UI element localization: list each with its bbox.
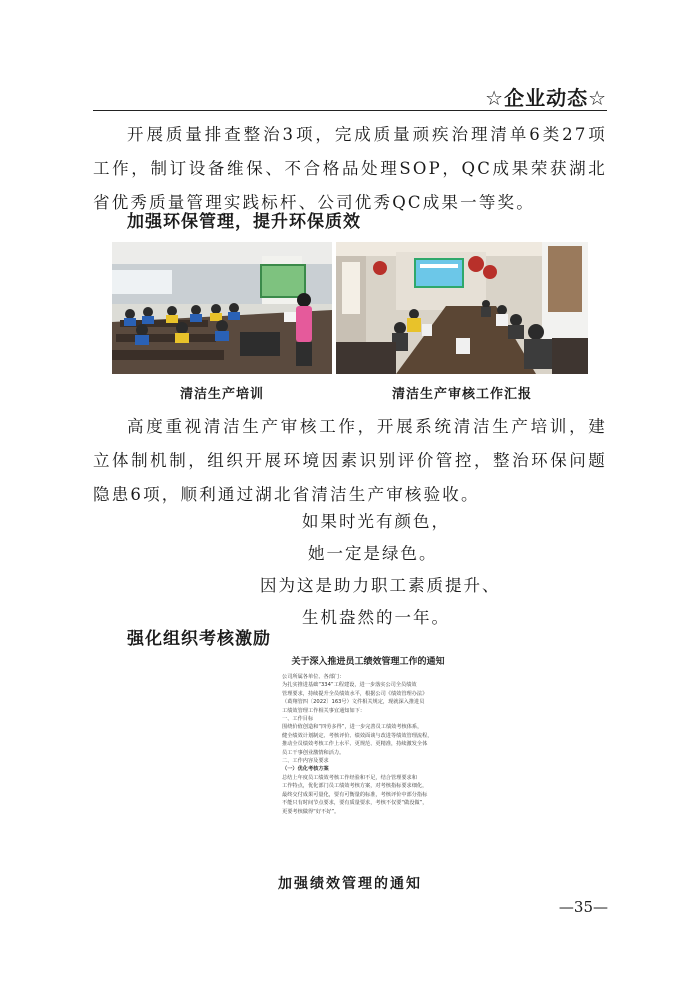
caption-meeting: 清洁生产审核工作汇报 bbox=[391, 387, 532, 402]
photo-meeting bbox=[336, 242, 588, 374]
paragraph-environment: 高度重视清洁生产审核工作，开展系统清洁生产培训，建立体制机制，组织开展环境因素识别评价管控，整治环保问题隐患6项，顺利通过湖北省清洁生产审核验收。 bbox=[93, 417, 607, 504]
notice-line: （葛翔管四〔2022〕163号）文件相关规定，现就深入推进员 bbox=[282, 699, 425, 706]
notice-title: 关于深入推进员工绩效管理工作的通知 bbox=[291, 657, 445, 667]
notice-line: 更要考核做得“好不好”。 bbox=[282, 808, 340, 815]
page-number: —35— bbox=[558, 898, 608, 916]
poem-line: 如果时光有颜色， bbox=[302, 512, 450, 531]
heading-environment: 加强环保管理，提升环保质效 bbox=[127, 212, 361, 232]
notice-line: 二、工作内容及要求 bbox=[282, 758, 329, 765]
notice-line: 公司所属各单位、各部门： bbox=[282, 674, 345, 680]
notice-line: （一）优化考核方案 bbox=[282, 766, 329, 773]
poem-line: 生机盎然的一年。 bbox=[302, 608, 450, 627]
poem bbox=[0, 506, 700, 634]
notice-line: 不能只有时间节点要求，要有质量要求，考核不仅要“做没做”， bbox=[282, 800, 428, 807]
notice-line: 管理要求，持续提升全员绩效水平，根据公司《绩效管理办法》 bbox=[282, 690, 428, 697]
notice-line: 推动全员绩效考核工作上水平、更规范、更精准，持续激发全体 bbox=[282, 741, 428, 748]
notice-line: 工绩效管理工作相关事宜通知如下： bbox=[282, 707, 366, 714]
notice-line: 总结上年度员工绩效考核工作经验和不足，结合管理要求和 bbox=[282, 774, 417, 781]
header-rule bbox=[93, 110, 607, 111]
caption-notice: 加强绩效管理的通知 bbox=[278, 876, 422, 892]
section-header: ☆企业动态☆ bbox=[485, 86, 607, 110]
notice-line: 工作特点，优化部门员工绩效考核方案，对考核指标要求细化， bbox=[282, 783, 428, 790]
paragraph-quality: 开展质量排查整治3项，完成质量顽疾治理清单6类27项工作，制订设备维保、不合格品处理SOP，QC成果荣获湖北省优秀质量管理实践标杆、公司优秀QC成果一等奖。 bbox=[93, 125, 607, 212]
heading-assessment: 强化组织考核激励 bbox=[127, 629, 271, 649]
notice-line: 员工干事创业激情和活力。 bbox=[282, 749, 345, 756]
photo-training bbox=[112, 242, 332, 374]
notice-document-image bbox=[272, 650, 464, 870]
notice-line: 一、工作目标 bbox=[282, 716, 314, 723]
notice-line: 最终交付成果可量化，要有可衡量的标准，考核评价中部分指标 bbox=[282, 791, 428, 798]
poem-line: 因为这是助力职工素质提升、 bbox=[260, 576, 501, 595]
notice-line: 健全绩效计划制定、考核评价、绩效面谈与改进等绩效管理流程， bbox=[282, 732, 433, 739]
poem-line: 她一定是绿色。 bbox=[308, 544, 438, 563]
notice-line: 围绕价值创造和“四劳多得”，进一步完善员工绩效考核体系， bbox=[282, 724, 423, 731]
notice-line: 为扎实推进基础“334”工程建设，进一步落实公司全员绩效 bbox=[282, 682, 417, 689]
caption-training: 清洁生产培训 bbox=[179, 387, 264, 402]
